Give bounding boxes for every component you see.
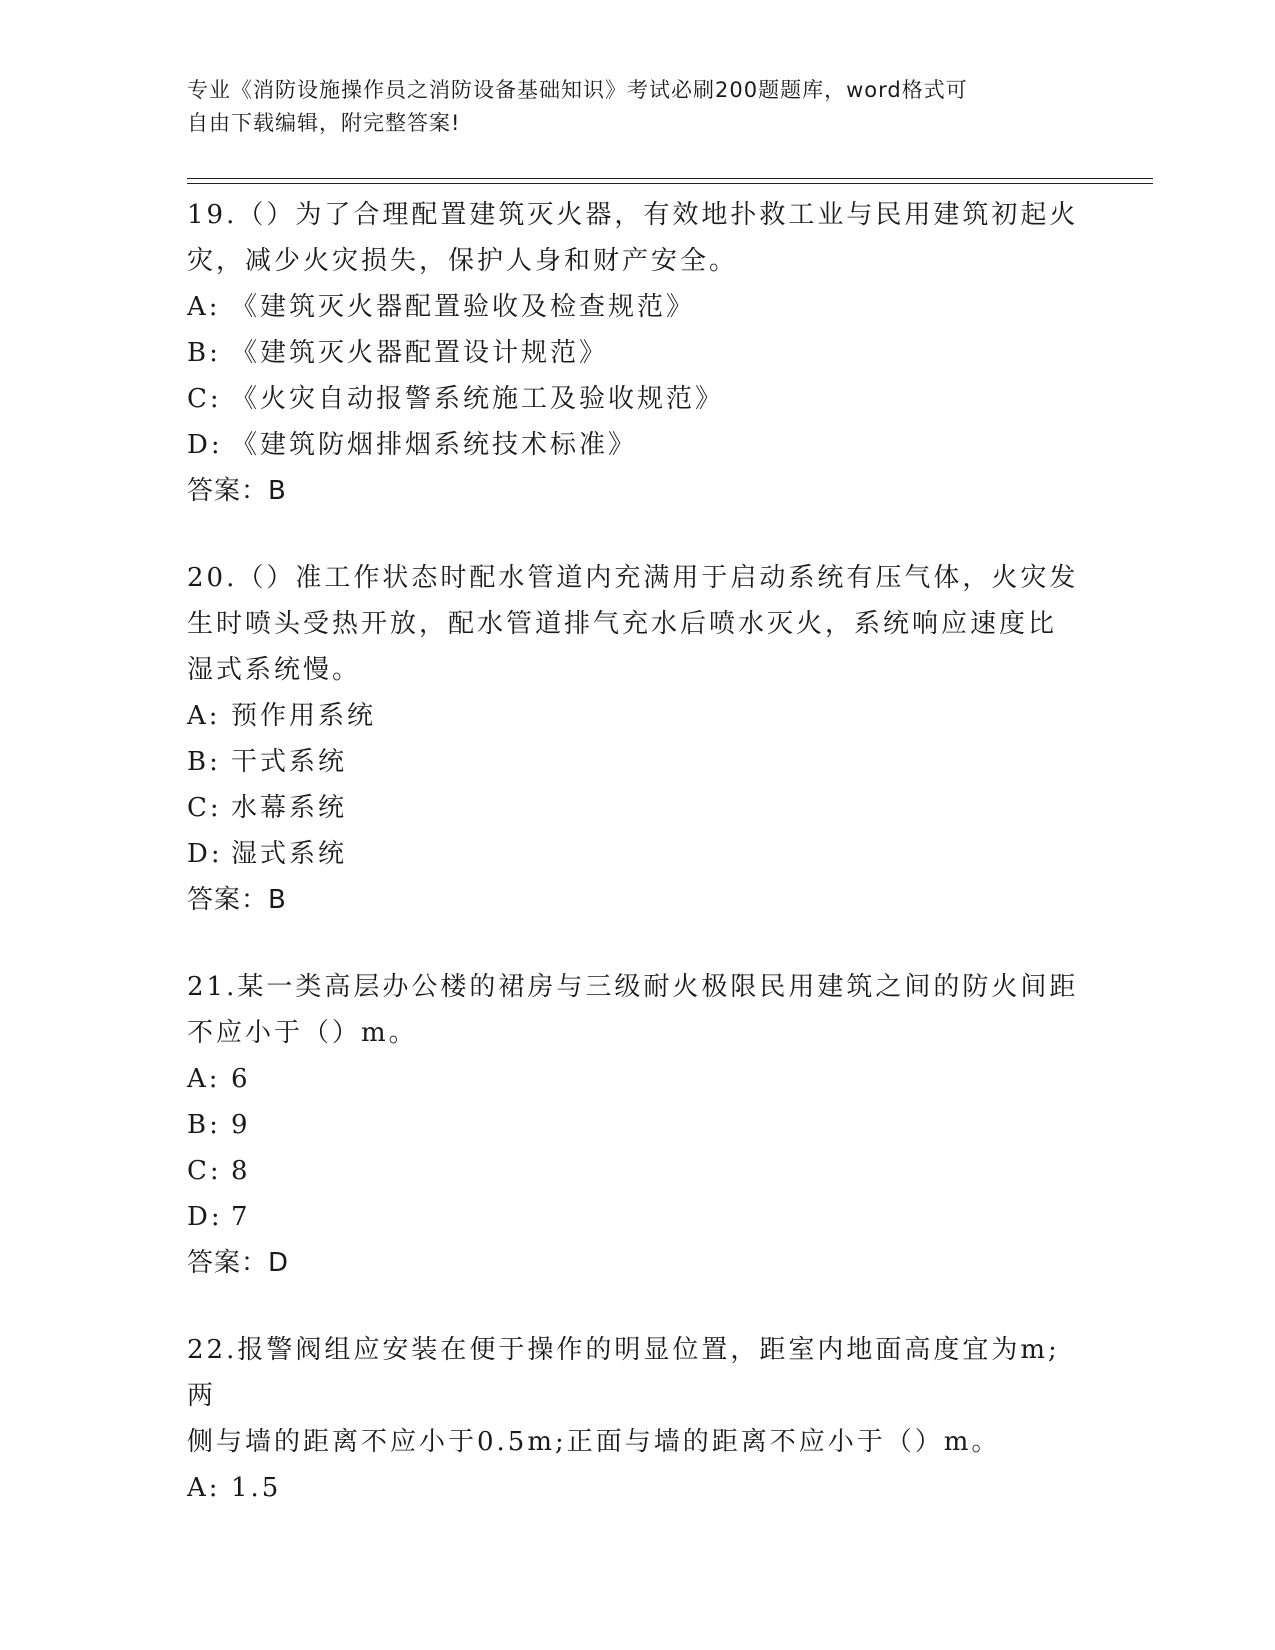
option-key: D: bbox=[187, 430, 223, 460]
question-stem-line: 20.（）准工作状态时配水管道内充满用于启动系统有压气体，火灾发 bbox=[187, 563, 1079, 593]
answer-line: 答案：D bbox=[187, 1248, 290, 1278]
option-text: 《建筑灭火器配置设计规范》 bbox=[231, 338, 609, 368]
option-b bbox=[187, 330, 1087, 376]
option-a bbox=[187, 693, 1087, 739]
option-a bbox=[187, 284, 1087, 330]
question-19 bbox=[187, 192, 1087, 514]
question-22 bbox=[187, 1327, 1087, 1511]
header-divider-top bbox=[187, 178, 1153, 179]
question-stem-line: 不应小于（）m。 bbox=[187, 1018, 418, 1048]
option-text: 9 bbox=[231, 1110, 251, 1140]
header-line-2: 自由下载编辑，附完整答案! bbox=[187, 111, 461, 135]
question-stem-line: 生时喷头受热开放，配水管道排气充水后喷水灭火，系统响应速度比 bbox=[187, 609, 1058, 639]
option-a bbox=[187, 1056, 1087, 1102]
option-text: 1.5 bbox=[231, 1473, 282, 1503]
question-stem-line: 21.某一类高层办公楼的裙房与三级耐火极限民用建筑之间的防火间距 bbox=[187, 972, 1079, 1002]
question-21 bbox=[187, 964, 1087, 1286]
header-line-1: 专业《消防设施操作员之消防设备基础知识》考试必刷200题题库，word格式可 bbox=[187, 78, 968, 102]
option-key: A: bbox=[187, 701, 221, 731]
option-text: 6 bbox=[231, 1064, 251, 1094]
answer-line: 答案：B bbox=[187, 885, 287, 915]
option-a bbox=[187, 1465, 1087, 1511]
question-list bbox=[187, 192, 1087, 1552]
question-stem-line: 侧与墙的距离不应小于0.5m;正面与墙的距离不应小于（）m。 bbox=[187, 1427, 1001, 1457]
question-stem-line: 灾，减少火灾损失，保护人身和财产安全。 bbox=[187, 246, 739, 276]
option-key: C: bbox=[187, 384, 222, 414]
question-stem-line: 22.报警阀组应安装在便于操作的明显位置，距室内地面高度宜为m;两 bbox=[187, 1335, 1060, 1411]
question-20 bbox=[187, 555, 1087, 923]
option-key: C: bbox=[187, 793, 222, 823]
option-c bbox=[187, 785, 1087, 831]
option-key: B: bbox=[187, 338, 221, 368]
option-key: A: bbox=[187, 1473, 221, 1503]
option-text: 《火灾自动报警系统施工及验收规范》 bbox=[231, 384, 725, 414]
question-stem-line: 湿式系统慢。 bbox=[187, 655, 362, 685]
option-d bbox=[187, 831, 1087, 877]
option-key: B: bbox=[187, 1110, 221, 1140]
option-text: 水幕系统 bbox=[231, 793, 348, 823]
option-text: 预作用系统 bbox=[231, 701, 377, 731]
answer-line: 答案：B bbox=[187, 476, 287, 506]
option-text: 7 bbox=[231, 1202, 251, 1232]
option-text: 8 bbox=[231, 1156, 251, 1186]
option-b bbox=[187, 739, 1087, 785]
question-stem-line: 19.（）为了合理配置建筑灭火器，有效地扑救工业与民用建筑初起火 bbox=[187, 200, 1079, 230]
option-key: B: bbox=[187, 747, 221, 777]
option-c bbox=[187, 1148, 1087, 1194]
option-text: 湿式系统 bbox=[231, 839, 348, 869]
option-key: C: bbox=[187, 1156, 222, 1186]
option-key: D: bbox=[187, 1202, 223, 1232]
option-b bbox=[187, 1102, 1087, 1148]
option-text: 干式系统 bbox=[231, 747, 348, 777]
option-d bbox=[187, 422, 1087, 468]
header-divider-bottom bbox=[187, 183, 1153, 184]
option-d bbox=[187, 1194, 1087, 1240]
option-c bbox=[187, 376, 1087, 422]
option-text: 《建筑防烟排烟系统技术标准》 bbox=[231, 430, 638, 460]
option-key: A: bbox=[187, 292, 221, 322]
option-key: A: bbox=[187, 1064, 221, 1094]
option-text: 《建筑灭火器配置验收及检查规范》 bbox=[231, 292, 696, 322]
option-key: D: bbox=[187, 839, 223, 869]
document-header bbox=[187, 74, 1067, 140]
